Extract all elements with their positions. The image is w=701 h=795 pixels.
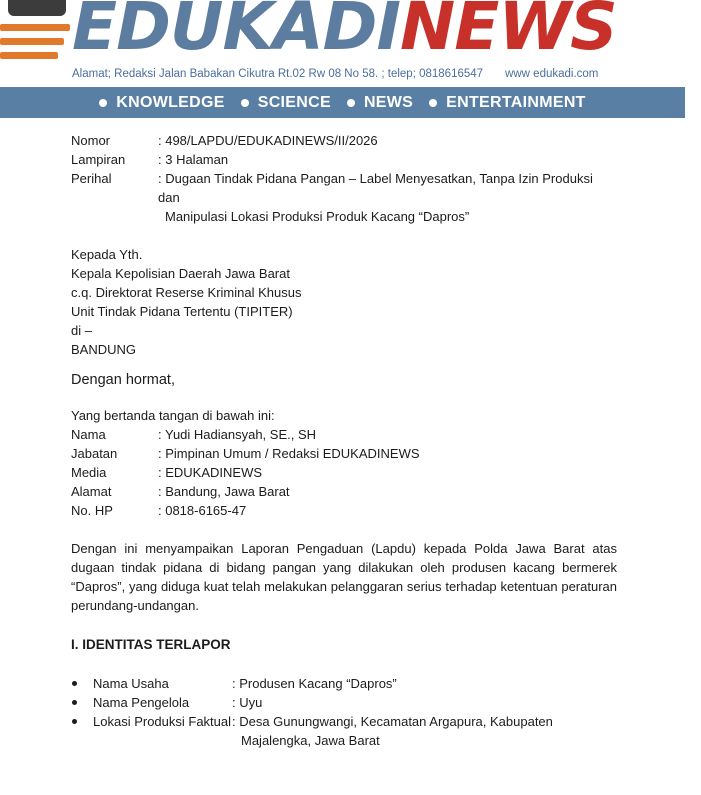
signer-value: : 0818-6165-47 [158,503,247,518]
signer-label: Jabatan [71,446,118,461]
signer-label: Alamat [71,484,112,499]
item-value: : Desa Gunungwangi, Kecamatan Argapura, Kabupaten [232,714,553,729]
logo-part-news: NEWS [400,0,617,65]
signer-block [71,406,617,520]
meta-label: Nomor [71,133,111,148]
signer-value: : Yudi Hadiansyah, SE., SH [158,427,317,442]
meta-label: Lampiran [71,152,126,167]
signer-row-nama [71,425,617,444]
category-news [347,94,413,112]
logo-part-edukadi: EDUKADI [72,0,401,65]
meta-row-perihal [71,169,617,207]
meta-value: : 3 Halaman [158,152,229,167]
logo-stripe [0,52,58,59]
signer-row-alamat [71,482,617,501]
letter-meta [71,131,617,226]
bullet-icon [71,674,93,693]
item-label: Lokasi Produksi Faktual [93,714,232,729]
category-band [0,87,685,118]
bullet-icon [347,99,355,107]
category-knowledge [99,94,224,112]
bullet-icon [71,712,93,731]
bullet-icon [99,99,107,107]
signer-row-hp [71,501,617,520]
bullet-icon [71,693,93,712]
greeting: Dengan hormat, [71,372,175,388]
letterhead [0,0,701,122]
signer-value: : Bandung, Jawa Barat [158,484,290,499]
address-line [72,68,598,80]
recipient-line: Kepala Kepolisian Daerah Jawa Barat [71,266,290,281]
meta-perihal-continued: Manipulasi Lokasi Produksi Produk Kacang “Dapros” [165,209,470,224]
recipient-line: BANDUNG [71,342,137,357]
signer-value: : Pimpinan Umum / Redaksi EDUKADINEWS [158,446,420,461]
item-value: : Produsen Kacang “Dapros” [232,676,397,691]
meta-label: Perihal [71,171,112,186]
bullet-icon [241,99,249,107]
meta-value: : 498/LAPDU/EDUKADINEWS/II/2026 [158,133,378,148]
signer-row-jabatan [71,444,617,463]
logo-stripe [0,24,70,31]
body-paragraph: Dengan ini menyampaikan Laporan Pengaduan (Lapdu) kepada Polda Jawa Barat atas dugaan tindak pidana di bidang pangan yang dilakukan oleh produsen kacang bermerek “Dapros”, yang diduga kuat telah melakukan pelanggaran serius terhadap ketentuan peraturan perundang-undangan. [71,541,617,613]
address-text: Alamat; Redaksi Jalan Babakan Cikutra Rt.02 Rw 08 No 58. ; telep; 0818616547 [72,68,484,80]
category-label: NEWS [363,93,414,111]
letter-body [71,131,617,750]
list-item [71,712,617,731]
list-item [71,693,617,712]
logo-stripe [0,38,64,45]
signer-value: : EDUKADINEWS [158,465,263,480]
recipient-line: di – [71,323,92,338]
section-title: I. IDENTITAS TERLAPOR [71,637,231,652]
recipient-block [71,245,617,359]
signer-row-media [71,463,617,482]
signer-label: Media [71,465,107,480]
category-label: KNOWLEDGE [116,93,225,111]
bullet-icon [429,99,437,107]
category-label: SCIENCE [257,93,331,111]
category-label: ENTERTAINMENT [446,93,586,111]
signer-label: No. HP [71,503,113,518]
recipient-line: Kepada Yth. [71,247,143,262]
category-science [241,94,331,112]
meta-row-nomor [71,131,617,150]
signer-intro: Yang bertanda tangan di bawah ini: [71,408,275,423]
logo-corner-shape [8,0,66,16]
meta-value: : Dugaan Tindak Pidana Pangan – Label Menyesatkan, Tanpa Izin Produksi dan [158,171,593,205]
category-entertainment [429,94,586,112]
website-text: www edukadi.com [505,68,599,80]
identity-list [71,674,617,731]
signer-label: Nama [71,427,106,442]
item-label: Nama Pengelola [93,695,190,710]
item-label: Nama Usaha [93,676,169,691]
recipient-line: c.q. Direktorat Reserse Kriminal Khusus [71,285,302,300]
list-item [71,674,617,693]
recipient-line: Unit Tindak Pidana Tertentu (TIPITER) [71,304,293,319]
item-value: : Uyu [232,695,263,710]
item-value-continued: Majalengka, Jawa Barat [241,733,380,748]
meta-row-lampiran [71,150,617,169]
logo [72,0,617,65]
